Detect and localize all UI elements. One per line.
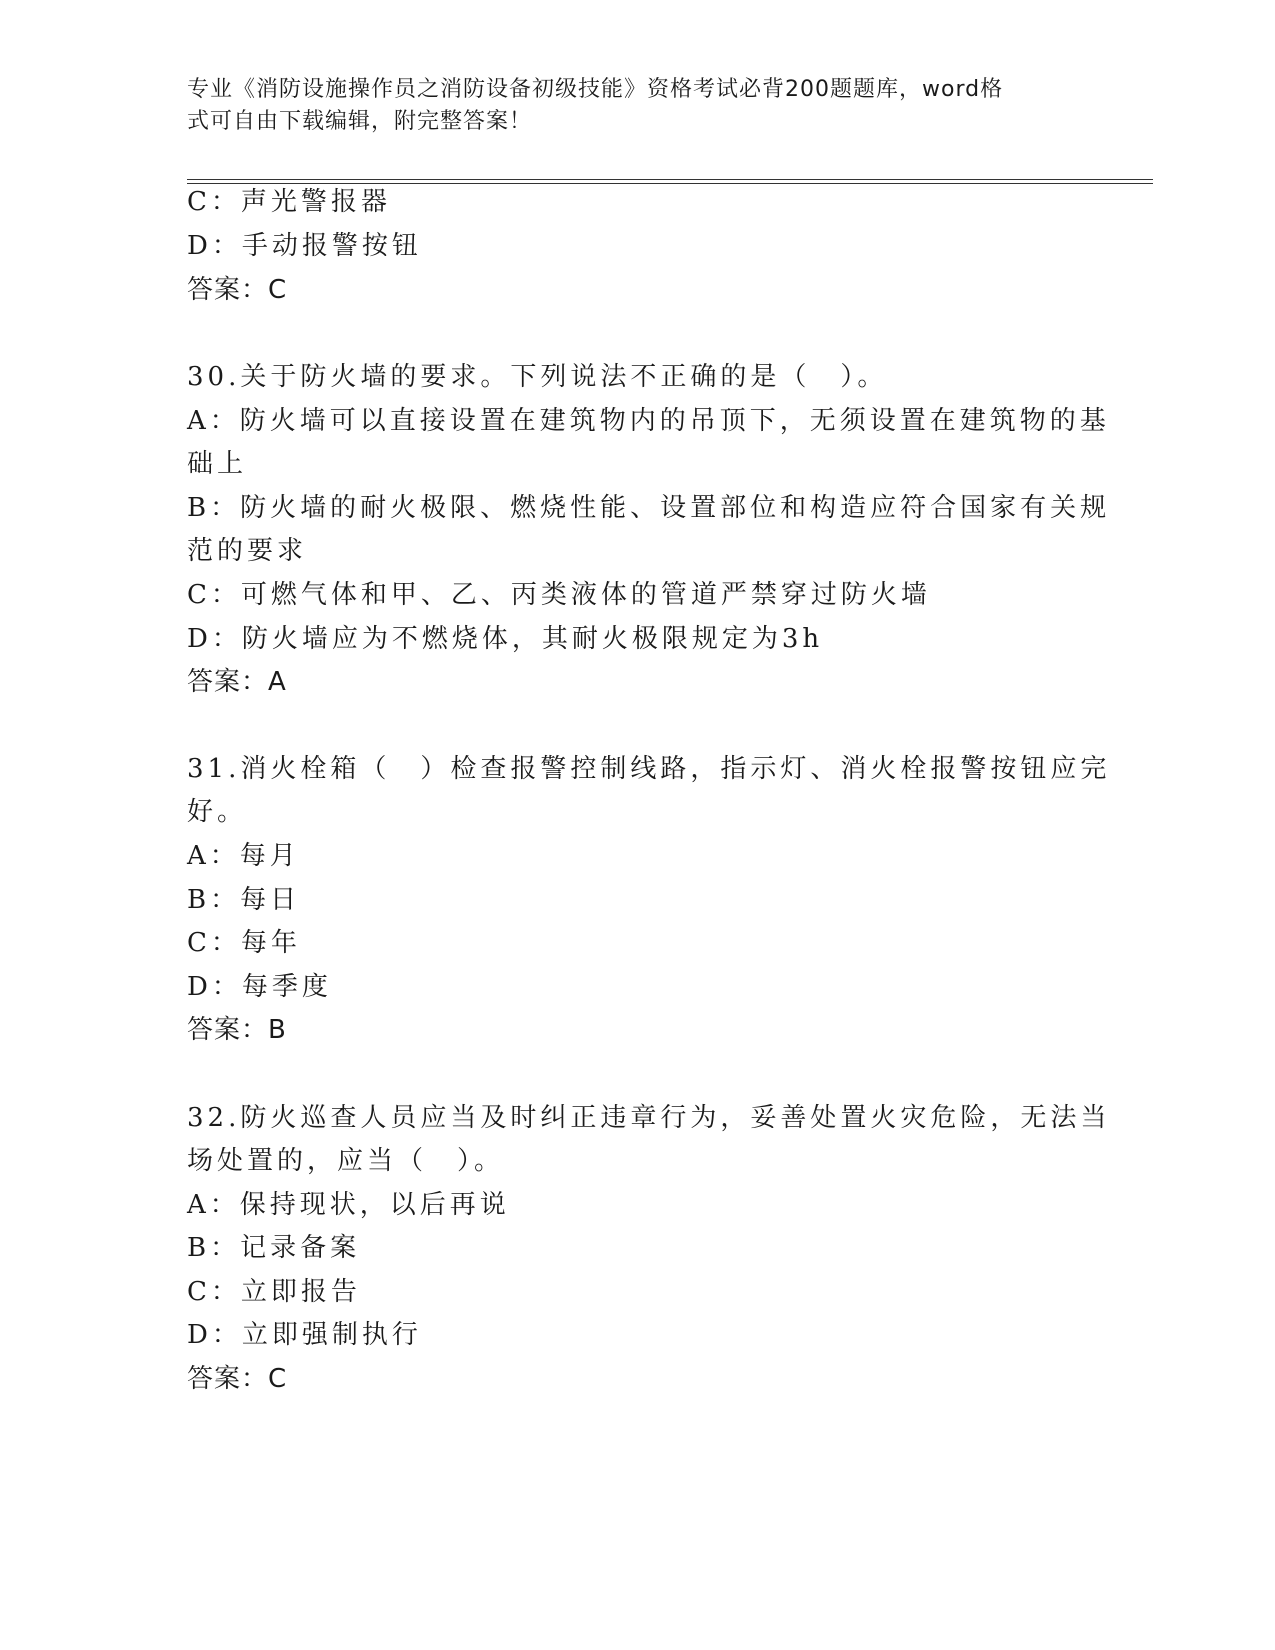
q31-answer: 答案：B	[187, 1015, 287, 1045]
q32-option-c: C：立即报告	[187, 1277, 361, 1307]
q31-stem-line1: 31.消火栓箱（ ）检查报警控制线路，指示灯、消火栓报警按钮应完	[187, 754, 1111, 784]
q31-option-d: D：每季度	[187, 972, 332, 1002]
q30-option-c: C：可燃气体和甲、乙、丙类液体的管道严禁穿过防火墙	[187, 580, 931, 610]
q32-answer: 答案：C	[187, 1364, 288, 1394]
q31-option-a: A：每月	[187, 841, 300, 871]
q32-option-b: B：记录备案	[187, 1233, 361, 1263]
q30-option-b-line2: 范的要求	[187, 536, 308, 566]
q30-option-a-line2: 础上	[187, 449, 248, 479]
q31-option-b: B：每日	[187, 885, 301, 915]
prev-option-d: D：手动报警按钮	[187, 231, 422, 261]
q32-option-d: D：立即强制执行	[187, 1320, 422, 1350]
q30-option-d: D：防火墙应为不燃烧体，其耐火极限规定为3h	[187, 624, 824, 654]
q32-stem-line2: 场处置的，应当（ ）。	[187, 1146, 505, 1176]
prev-option-c: C：声光警报器	[187, 187, 391, 217]
q30-stem: 30.关于防火墙的要求。下列说法不正确的是（ ）。	[187, 362, 888, 392]
q31-option-c: C：每年	[187, 928, 301, 958]
q30-answer: 答案：A	[187, 667, 287, 697]
document-header	[187, 74, 1087, 138]
q32-stem-line1: 32.防火巡查人员应当及时纠正违章行为，妥善处置火灾危险，无法当	[187, 1103, 1111, 1133]
prev-answer: 答案：C	[187, 275, 288, 305]
header-line-1: 专业《消防设施操作员之消防设备初级技能》资格考试必背200题题库，word格	[187, 77, 1004, 102]
q30-option-a-line1: A：防火墙可以直接设置在建筑物内的吊顶下，无须设置在建筑物的基	[187, 406, 1110, 436]
q31-stem-line2: 好。	[187, 797, 248, 827]
q30-option-b-line1: B：防火墙的耐火极限、燃烧性能、设置部位和构造应符合国家有关规	[187, 493, 1111, 523]
header-line-2: 式可自由下载编辑，附完整答案！	[187, 109, 533, 134]
q32-option-a: A：保持现状，以后再说	[187, 1190, 510, 1220]
